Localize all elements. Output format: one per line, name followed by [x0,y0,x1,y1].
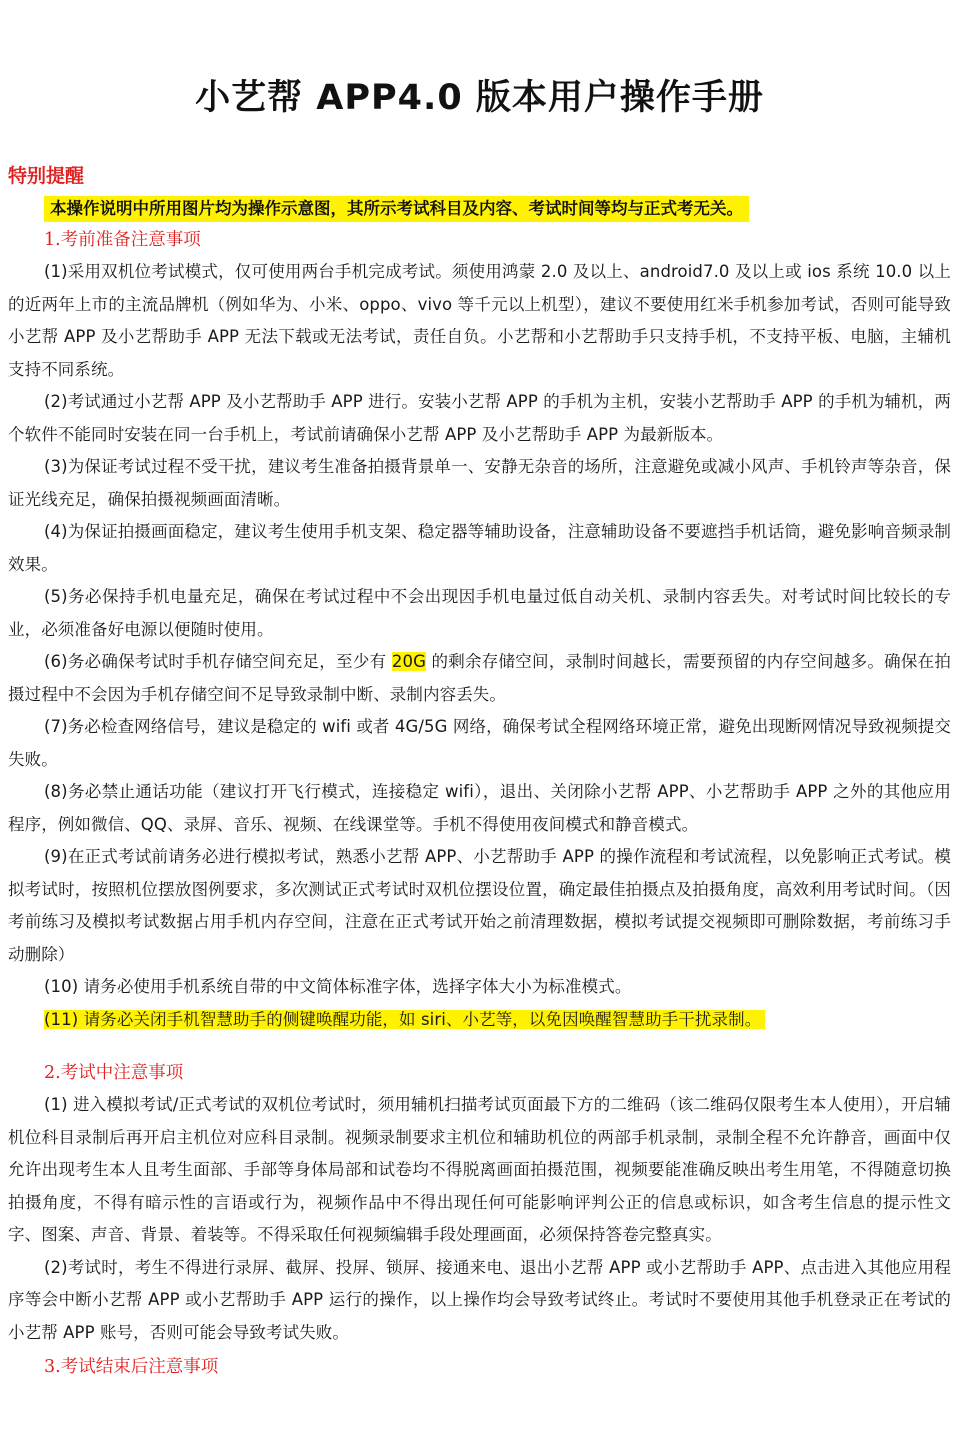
section-2-item-1: (1) 进入模拟考试/正式考试的双机位考试时，须用辅机扫描考试页面最下方的二维码（该二维码仅限考生本人使用），开启辅机位科目录制后再开启主机位对应科目录制。视频录制要求主机位和辅助机位的两部手机录制，录制全程不允许静音，画面中仅允许出现考生本人且考生面部、手部等身体局部和试卷均不得脱离画面拍摄范围，视频要能准确反映出考生用笔，不得随意切换拍摄角度，不得有暗示性的言语或行为，视频作品中不得出现任何可能影响评判公正的信息或标识，如含考生信息的提示性文字、图案、声音、背景、着装等。不得采取任何视频编辑手段处理画面，必须保持答卷完整真实。 [8,1095,951,1244]
item-11-highlighted-text: (11) 请务必关闭手机智慧助手的侧键唤醒功能，如 siri、小艺等，以免因唤醒智慧助手干扰录制。 [44,1010,765,1029]
section-3-heading: 3.考试结束后注意事项 [44,1357,219,1377]
item-6-text-before: (6)务必确保考试时手机存储空间充足，至少有 [44,652,392,671]
section-1-item-6 [8,646,951,711]
section-2-heading: 2.考试中注意事项 [44,1063,184,1083]
section-1-heading: 1.考前准备注意事项 [44,230,201,250]
special-reminder-heading: 特别提醒 [8,165,85,187]
section-1-item-10: (10) 请务必使用手机系统自带的中文简体标准字体，选择字体大小为标准模式。 [44,977,632,996]
section-1-item-2: (2)考试通过小艺帮 APP 及小艺帮助手 APP 进行。安装小艺帮 APP 的手机为主机，安装小艺帮助手 APP 的手机为辅机，两个软件不能同时安装在同一台手机上，考试前请确保小艺帮 APP 及小艺帮助手 APP 为最新版本。 [8,392,951,444]
section-1-item-5: (5)务必保持手机电量充足，确保在考试过程中不会出现因手机电量过低自动关机、录制内容丢失。对考试时间比较长的专业，必须准备好电源以便随时使用。 [8,587,951,639]
section-1-item-3: (3)为保证考试过程不受干扰，建议考生准备拍摄背景单一、安静无杂音的场所，注意避免或减小风声、手机铃声等杂音，保证光线充足，确保拍摄视频画面清晰。 [8,457,951,509]
section-1-item-11 [8,1004,951,1037]
storage-highlight: 20G [391,652,426,671]
section-1-item-7: (7)务必检查网络信号，建议是稳定的 wifi 或者 4G/5G 网络，确保考试全程网络环境正常，避免出现断网情况导致视频提交失败。 [8,717,951,769]
section-1-item-8: (8)务必禁止通话功能（建议打开飞行模式，连接稳定 wifi），退出、关闭除小艺帮 APP、小艺帮助手 APP 之外的其他应用程序，例如微信、QQ、录屏、音乐、视频、在线课堂等。手机不得使用夜间模式和静音模式。 [8,782,951,834]
item-6-text-after: 的剩余存储空间，录制时间越长，需要预留的内存空间越多。确保在拍摄过程中不会因为手机存储空间不足导致录制中断、录制内容丢失。 [8,652,951,704]
special-reminder-notice: 本操作说明中所用图片均为操作示意图，其所示考试科目及内容、考试时间等均与正式考无关。 [44,196,749,222]
section-2-item-2: (2)考试时，考生不得进行录屏、截屏、投屏、锁屏、接通来电、退出小艺帮 APP 或小艺帮助手 APP、点击进入其他应用程序等会中断小艺帮 APP 或小艺帮助手 APP 运行的操作，以上操作均会导致考试终止。考试时不要使用其他手机登录正在考试的小艺帮 APP 账号，否则可能会导致考试失败。 [8,1257,951,1342]
section-1-item-9: (9)在正式考试前请务必进行模拟考试，熟悉小艺帮 APP、小艺帮助手 APP 的操作流程和考试流程，以免影响正式考试。模拟考试时，按照机位摆放图例要求，多次测试正式考试时双机位摆设位置，确定最佳拍摄点及拍摄角度，高效利用考试时间。（因考前练习及模拟考试数据占用手机内存空间，注意在正式考试开始之前清理数据，模拟考试提交视频即可删除数据，考前练习手动删除） [8,847,951,964]
section-1-item-1: (1)采用双机位考试模式，仅可使用两台手机完成考试。须使用鸿蒙 2.0 及以上、android7.0 及以上或 ios 系统 10.0 以上的近两年上市的主流品牌机（例如华为、小米、oppo、vivo 等千元以上机型），建议不要使用红米手机参加考试，否则可能导致小艺帮 APP 及小艺帮助手 APP 无法下载或无法考试，责任自负。小艺帮和小艺帮助手只支持手机，不支持平板、电脑，主辅机支持不同系统。 [8,262,951,379]
section-1-item-4: (4)为保证拍摄画面稳定，建议考生使用手机支架、稳定器等辅助设备，注意辅助设备不要遮挡手机话筒，避免影响音频录制效果。 [8,522,951,574]
document-title: 小艺帮 APP4.0 版本用户操作手册 [195,78,764,118]
